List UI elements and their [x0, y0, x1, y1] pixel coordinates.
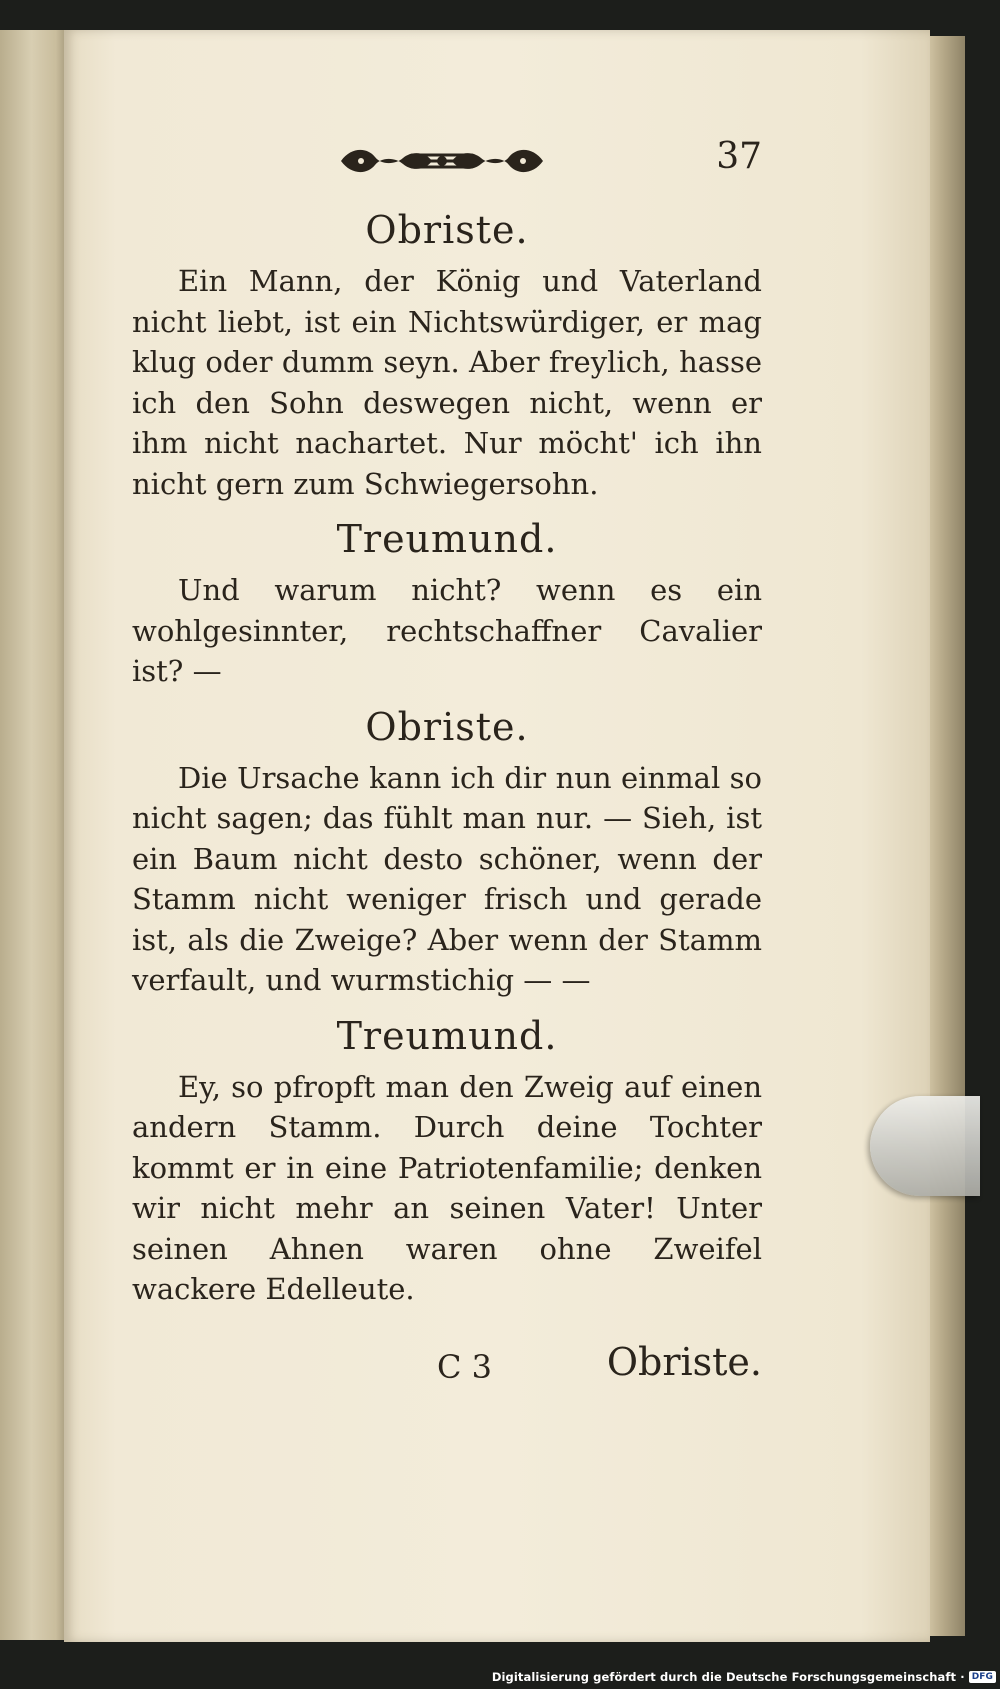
- speech-text: Ein Mann, der König und Vaterland nicht liebt, ist ein Nichtswürdiger, er mag klug oder dumm seyn. Aber freylich, hasse ich den Sohn deswegen nicht, wenn er ihm nicht nachartet. Nur möcht' ich ihn nicht gern zum Schwiegersohn.: [132, 264, 762, 501]
- page-number: 37: [716, 136, 762, 177]
- speech-text: Die Ursache kann ich dir nun einmal so nicht sagen; das fühlt man nur. — Sieh, ist ein Baum nicht desto schöner, wenn der Stamm nicht weniger frisch und gerade ist, als die Zweige? Aber wenn der Stamm verfault, und wurmstichig — —: [132, 760, 762, 997]
- page-clip-tab: [870, 1096, 980, 1196]
- page-footer: [132, 1340, 762, 1400]
- headpiece-ornament-icon: [337, 141, 547, 181]
- previous-page-edge: [0, 30, 72, 1640]
- dialogue-block: [132, 700, 762, 1001]
- dfg-logo: DFG: [969, 1671, 996, 1683]
- speech-text: Und warum nicht? wenn es ein wohlgesinnter, rechtschaffner Cavalier ist? —: [132, 573, 762, 688]
- signature-mark: C 3: [437, 1347, 493, 1386]
- page-block-edge: [928, 36, 965, 1636]
- digitization-credit: [492, 1668, 996, 1686]
- speaker-name: Treumund.: [336, 517, 558, 561]
- page-content: [132, 135, 762, 1400]
- page-header: [132, 135, 762, 195]
- speaker-name: Obriste.: [365, 208, 529, 252]
- speech-text: Ey, so pfropft man den Zweig auf einen andern Stamm. Durch deine Tochter kommt er in eine Patriotenfamilie; denken wir nicht mehr an seinen Vater! Unter seinen Ahnen waren ohne Zweifel wackere Edelleute.: [132, 1069, 762, 1306]
- speaker-name: Treumund.: [336, 1013, 558, 1058]
- catchword: Obriste.: [606, 1339, 762, 1384]
- credit-text: Digitalisierung gefördert durch die Deutsche Forschungsgemeinschaft ·: [491, 1670, 965, 1684]
- dialogue-block: [132, 203, 762, 504]
- speaker-name: Obriste.: [365, 704, 529, 749]
- dialogue-block: [132, 1009, 762, 1310]
- dialogue-block: [132, 512, 762, 692]
